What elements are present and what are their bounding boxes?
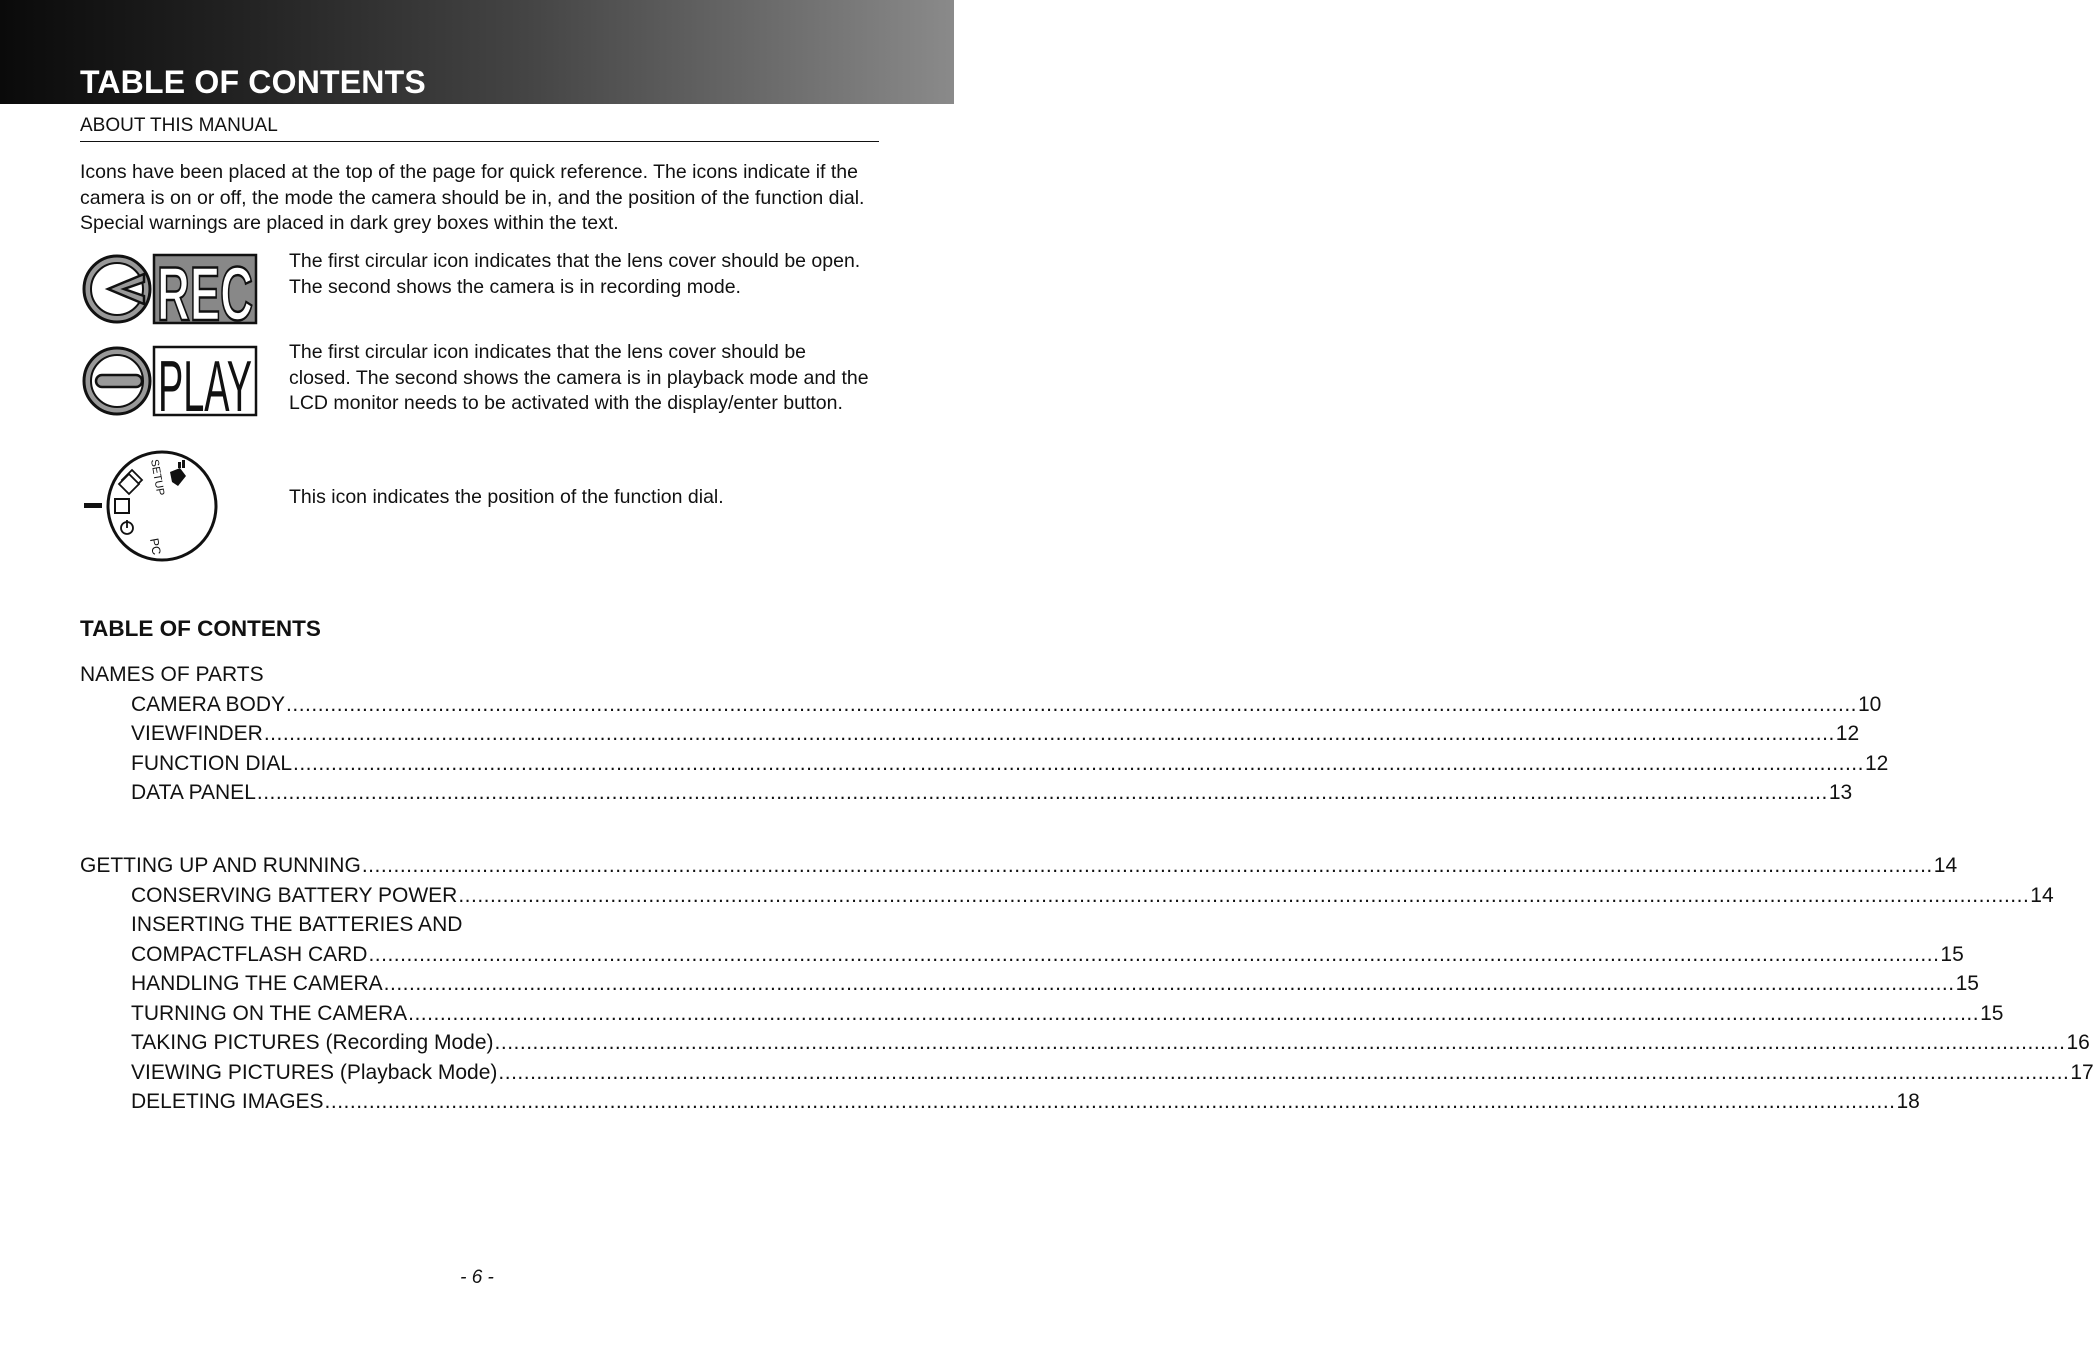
lens-closed-icon bbox=[84, 348, 150, 414]
toc-entry-page: 12 bbox=[1835, 722, 1860, 745]
toc-entry-page: 12 bbox=[1864, 752, 1889, 775]
page-title: TABLE OF CONTENTS bbox=[80, 64, 426, 100]
toc-entry-label: HANDLING THE CAMERA bbox=[131, 972, 383, 995]
toc-leader-dots bbox=[408, 1000, 1979, 1028]
toc-entry-inserting-batteries[interactable] bbox=[131, 941, 1964, 969]
toc-leader-dots bbox=[325, 1088, 1896, 1116]
toc-leader-dots bbox=[264, 720, 1835, 748]
page-number: - 6 - bbox=[460, 1267, 494, 1288]
single-frame-icon bbox=[115, 499, 129, 513]
toc-leader-dots bbox=[362, 852, 1933, 880]
dial-setup-label: SETUP bbox=[148, 458, 167, 497]
toc-entry-label-line1: INSERTING THE BATTERIES AND bbox=[131, 913, 463, 936]
toc-entry-function-dial[interactable] bbox=[131, 750, 1889, 778]
dial-pc-label: PC bbox=[147, 537, 164, 556]
toc-entry-label: CONSERVING BATTERY POWER bbox=[131, 884, 458, 907]
toc-entry-page: 14 bbox=[1933, 854, 1958, 877]
toc-entry-viewing-pictures[interactable] bbox=[131, 1059, 2094, 1087]
toc-entry-label: FUNCTION DIAL bbox=[131, 752, 293, 775]
toc-entry-conserving-battery[interactable] bbox=[131, 882, 2054, 910]
rec-label: REC bbox=[157, 252, 253, 337]
toc-leader-dots bbox=[257, 779, 1828, 807]
toc-entry-getting-up-and-running[interactable] bbox=[80, 852, 1958, 880]
toc-entry-label: TAKING PICTURES (Recording Mode) bbox=[131, 1031, 494, 1054]
toc-entry-page: 10 bbox=[1858, 693, 1882, 716]
toc-entry-page: 14 bbox=[2030, 884, 2054, 907]
toc-entry-turning-on[interactable] bbox=[131, 1000, 2004, 1028]
toc-entry-deleting-images[interactable] bbox=[131, 1088, 1920, 1116]
toc-section-title: GETTING UP AND RUNNING bbox=[80, 854, 361, 877]
toc-entry-label: VIEWING PICTURES (Playback Mode) bbox=[131, 1061, 498, 1084]
toc-entry-page: 18 bbox=[1896, 1090, 1920, 1113]
rec-icon-description: The first circular icon indicates that the lens cover should be open. The second shows the camera is in recording mode. bbox=[289, 250, 861, 298]
toc-entry-page: 13 bbox=[1828, 781, 1853, 804]
rec-mode-icon bbox=[82, 252, 258, 337]
toc-entry-label: DELETING IMAGES bbox=[131, 1090, 324, 1113]
toc-leader-dots bbox=[498, 1059, 2069, 1087]
play-label: PLAY bbox=[158, 347, 252, 427]
toc-entry-page: 15 bbox=[1955, 972, 1979, 995]
toc-entry-label: DATA PANEL bbox=[131, 781, 256, 804]
toc-entry-label: CAMERA BODY bbox=[131, 693, 286, 716]
toc-heading: TABLE OF CONTENTS bbox=[80, 616, 321, 641]
intro-paragraph: Icons have been placed at the top of the page for quick reference. The icons indicate if the camera is on or off, the mode the camera should be in, and the position of the function dial. Special warnings are placed in dark grey boxes within the text. bbox=[80, 161, 865, 234]
section-divider bbox=[80, 141, 879, 142]
toc-entry-label: TURNING ON THE CAMERA bbox=[131, 1002, 408, 1025]
toc-entry-data-panel[interactable] bbox=[131, 779, 1853, 807]
toc-leader-dots bbox=[293, 750, 1864, 778]
toc-leader-dots bbox=[286, 691, 1857, 719]
toc-entry-taking-pictures[interactable] bbox=[131, 1029, 2090, 1057]
toc-section-title: NAMES OF PARTS bbox=[80, 663, 264, 686]
lens-open-icon bbox=[84, 256, 150, 322]
section-subtitle: ABOUT THIS MANUAL bbox=[80, 115, 278, 136]
function-dial-icon bbox=[82, 448, 222, 566]
dial-icon-description: This icon indicates the position of the function dial. bbox=[289, 486, 724, 508]
toc-entry-page: 17 bbox=[2070, 1061, 2094, 1084]
toc-entry-label: VIEWFINDER bbox=[131, 722, 263, 745]
toc-entry-page: 15 bbox=[1980, 1002, 2004, 1025]
toc-entry-camera-body[interactable] bbox=[131, 691, 1882, 719]
play-icon-description: The first circular icon indicates that the lens cover should be closed. The second shows the camera is in playback mode and the LCD monitor needs to be activated with the display/enter button. bbox=[289, 341, 869, 414]
toc-entry-page: 16 bbox=[2066, 1031, 2090, 1054]
toc-entry-handling-camera[interactable] bbox=[131, 970, 1979, 998]
toc-leader-dots bbox=[458, 882, 2029, 910]
toc-entry-page: 15 bbox=[1940, 943, 1964, 966]
toc-entry-label: COMPACTFLASH CARD bbox=[131, 943, 368, 966]
toc-leader-dots bbox=[495, 1029, 2066, 1057]
toc-entry-viewfinder[interactable] bbox=[131, 720, 1860, 748]
toc-leader-dots bbox=[368, 941, 1939, 969]
play-mode-icon bbox=[82, 345, 258, 427]
toc-leader-dots bbox=[384, 970, 1955, 998]
